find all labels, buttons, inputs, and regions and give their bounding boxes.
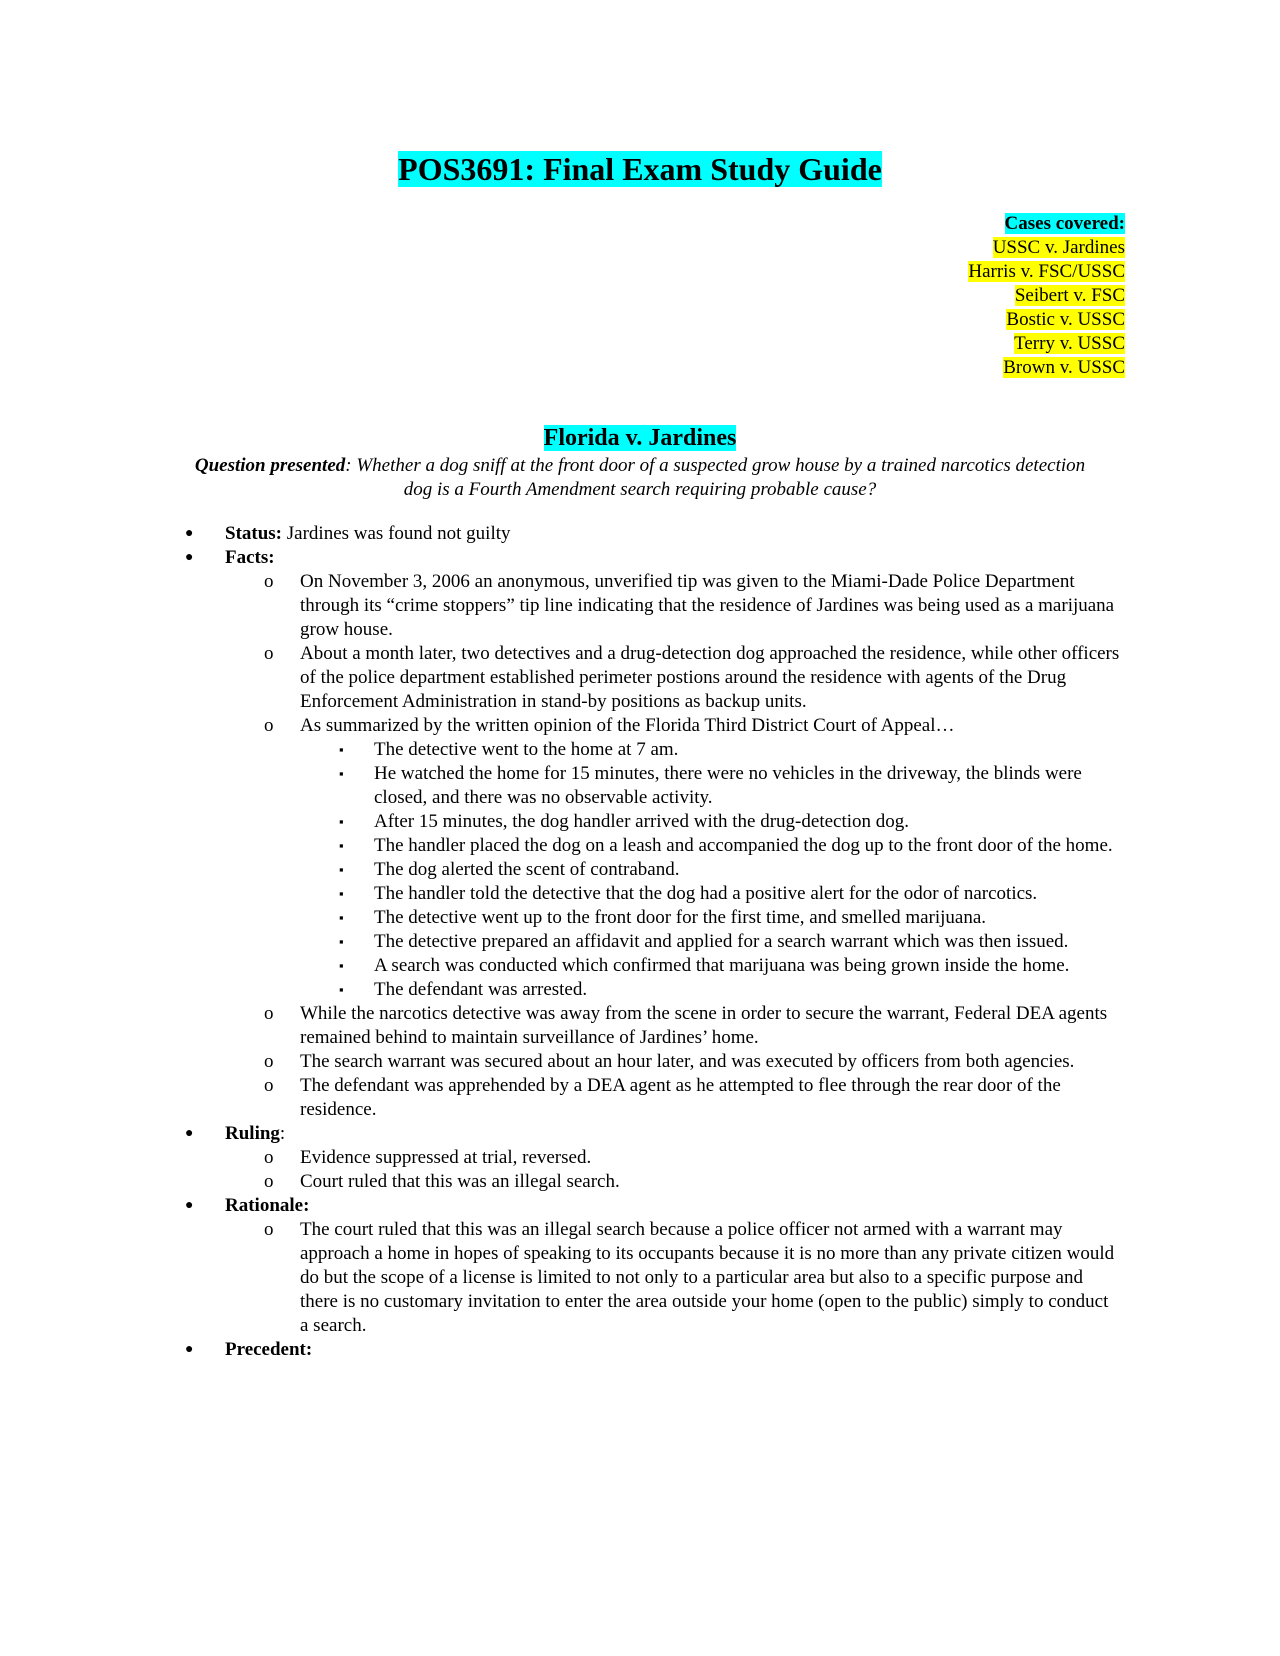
cases-covered-list bbox=[968, 212, 1125, 380]
square-bullet-icon: ▪ bbox=[339, 838, 344, 853]
ruling-label: Ruling bbox=[225, 1123, 280, 1144]
bullet-icon: ● bbox=[185, 1342, 194, 1357]
bullet-icon: ● bbox=[185, 1126, 194, 1141]
case-item: Terry v. USSC bbox=[1014, 333, 1125, 354]
square-bullet-icon: ▪ bbox=[339, 886, 344, 901]
summary-item: ▪ After 15 minutes, the dog handler arrived with the drug-detection dog. bbox=[339, 811, 910, 832]
square-bullet-icon: ▪ bbox=[339, 742, 344, 757]
fact-item: o On November 3, 2006 an anonymous, unverified tip was given to the Miami-Dade Police Department through its “crime stoppers” tip line indicating that the residence of Jardines was being used as a marijuana grow house. bbox=[264, 571, 1115, 640]
summary-item: ▪ The handler told the detective that the dog had a positive alert for the odor of narcotics. bbox=[339, 883, 1038, 904]
circle-bullet-icon: o bbox=[264, 1075, 274, 1096]
case-item: Seibert v. FSC bbox=[1014, 285, 1125, 306]
precedent-label: Precedent: bbox=[225, 1339, 313, 1360]
fact-item: o The defendant was apprehended by a DEA agent as he attempted to flee through the rear door of the residence. bbox=[264, 1075, 1061, 1120]
bullet-icon: ● bbox=[185, 550, 194, 565]
case-item: Brown v. USSC bbox=[1003, 357, 1125, 378]
square-bullet-icon: ▪ bbox=[339, 862, 344, 877]
cases-covered-heading: Cases covered: bbox=[1004, 213, 1125, 234]
status-text: Jardines was found not guilty bbox=[282, 523, 511, 544]
question-label: Question presented bbox=[194, 455, 346, 476]
document-title bbox=[0, 148, 1280, 190]
case-item: Bostic v. USSC bbox=[1006, 309, 1125, 330]
question-text: : Whether a dog sniff at the front door of a suspected grow house by a trained narcotics detection dog is a Fourth Amendment search requiring probable cause? bbox=[345, 455, 1086, 500]
question-presented bbox=[180, 454, 1100, 502]
precedent-item bbox=[0, 1338, 1125, 1362]
summary-item: ▪ A search was conducted which confirmed that marijuana was being grown inside the home. bbox=[339, 955, 1070, 976]
fact-item: o The search warrant was secured about an hour later, and was executed by officers from both agencies. bbox=[264, 1051, 1075, 1072]
circle-bullet-icon: o bbox=[264, 1219, 274, 1240]
summary-item: ▪ The detective prepared an affidavit and applied for a search warrant which was then issued. bbox=[339, 931, 1069, 952]
summary-item: ▪ He watched the home for 15 minutes, there were no vehicles in the driveway, the blinds were closed, and there was no observable activity. bbox=[339, 763, 1082, 808]
summary-item: ▪ The dog alerted the scent of contraband. bbox=[339, 859, 680, 880]
ruling-item: ● Ruling: bbox=[185, 1123, 286, 1144]
circle-bullet-icon: o bbox=[264, 1171, 274, 1192]
bullet-icon: ● bbox=[185, 526, 194, 541]
summary-item: ▪ The detective went to the home at 7 am. bbox=[339, 739, 679, 760]
circle-bullet-icon: o bbox=[264, 571, 274, 592]
case-item: Harris v. FSC/USSC bbox=[968, 261, 1125, 282]
bullet-icon: ● bbox=[185, 1198, 194, 1213]
fact-item: o While the narcotics detective was away from the scene in order to secure the warrant, Federal DEA agents remained behind to maintain surveillance of Jardines’ home. bbox=[264, 1003, 1108, 1048]
circle-bullet-icon: o bbox=[264, 1003, 274, 1024]
square-bullet-icon: ▪ bbox=[339, 766, 344, 781]
facts-item bbox=[0, 546, 1125, 570]
square-bullet-icon: ▪ bbox=[339, 982, 344, 997]
circle-bullet-icon: o bbox=[264, 715, 274, 736]
case-heading bbox=[0, 424, 1280, 452]
rationale-label: Rationale: bbox=[225, 1195, 310, 1216]
circle-bullet-icon: o bbox=[264, 1147, 274, 1168]
summary-item: ▪ The detective went up to the front door for the first time, and smelled marijuana. bbox=[339, 907, 987, 928]
status-label: Status: bbox=[225, 523, 283, 544]
square-bullet-icon: ▪ bbox=[339, 934, 344, 949]
rationale-detail: o The court ruled that this was an illegal search because a police officer not armed with a warrant may approach a home in hopes of speaking to its occupants because it is no more than any private citizen would do but the scope of a license is limited to not only to a particular area but also to a specific purpose and there is no customary invitation to enter the area outside your home (open to the public) simply to conduct a search. bbox=[264, 1219, 1115, 1336]
ruling-detail: o Evidence suppressed at trial, reversed. bbox=[264, 1147, 592, 1168]
circle-bullet-icon: o bbox=[264, 643, 274, 664]
case-heading-text: Florida v. Jardines bbox=[543, 425, 737, 451]
fact-item: o As summarized by the written opinion of the Florida Third District Court of Appeal… bbox=[264, 715, 955, 736]
circle-bullet-icon: o bbox=[264, 1051, 274, 1072]
document-title-text: POS3691: Final Exam Study Guide bbox=[398, 151, 882, 187]
square-bullet-icon: ▪ bbox=[339, 958, 344, 973]
rationale-item bbox=[0, 1194, 1125, 1218]
ruling-detail: o Court ruled that this was an illegal search. bbox=[264, 1171, 620, 1192]
case-item: USSC v. Jardines bbox=[992, 237, 1125, 258]
facts-label: Facts: bbox=[225, 547, 275, 568]
case-outline bbox=[0, 522, 1280, 1362]
square-bullet-icon: ▪ bbox=[339, 910, 344, 925]
square-bullet-icon: ▪ bbox=[339, 814, 344, 829]
fact-item: o About a month later, two detectives and a drug-detection dog approached the residence, while other officers of the police department established perimeter postions around the residence with agents of the Drug Enforcement Administration in stand-by positions as backup units. bbox=[264, 643, 1120, 712]
summary-item: ▪ The handler placed the dog on a leash and accompanied the dog up to the front door of the home. bbox=[339, 835, 1113, 856]
summary-item: ▪ The defendant was arrested. bbox=[339, 979, 588, 1000]
status-item bbox=[0, 522, 1125, 546]
